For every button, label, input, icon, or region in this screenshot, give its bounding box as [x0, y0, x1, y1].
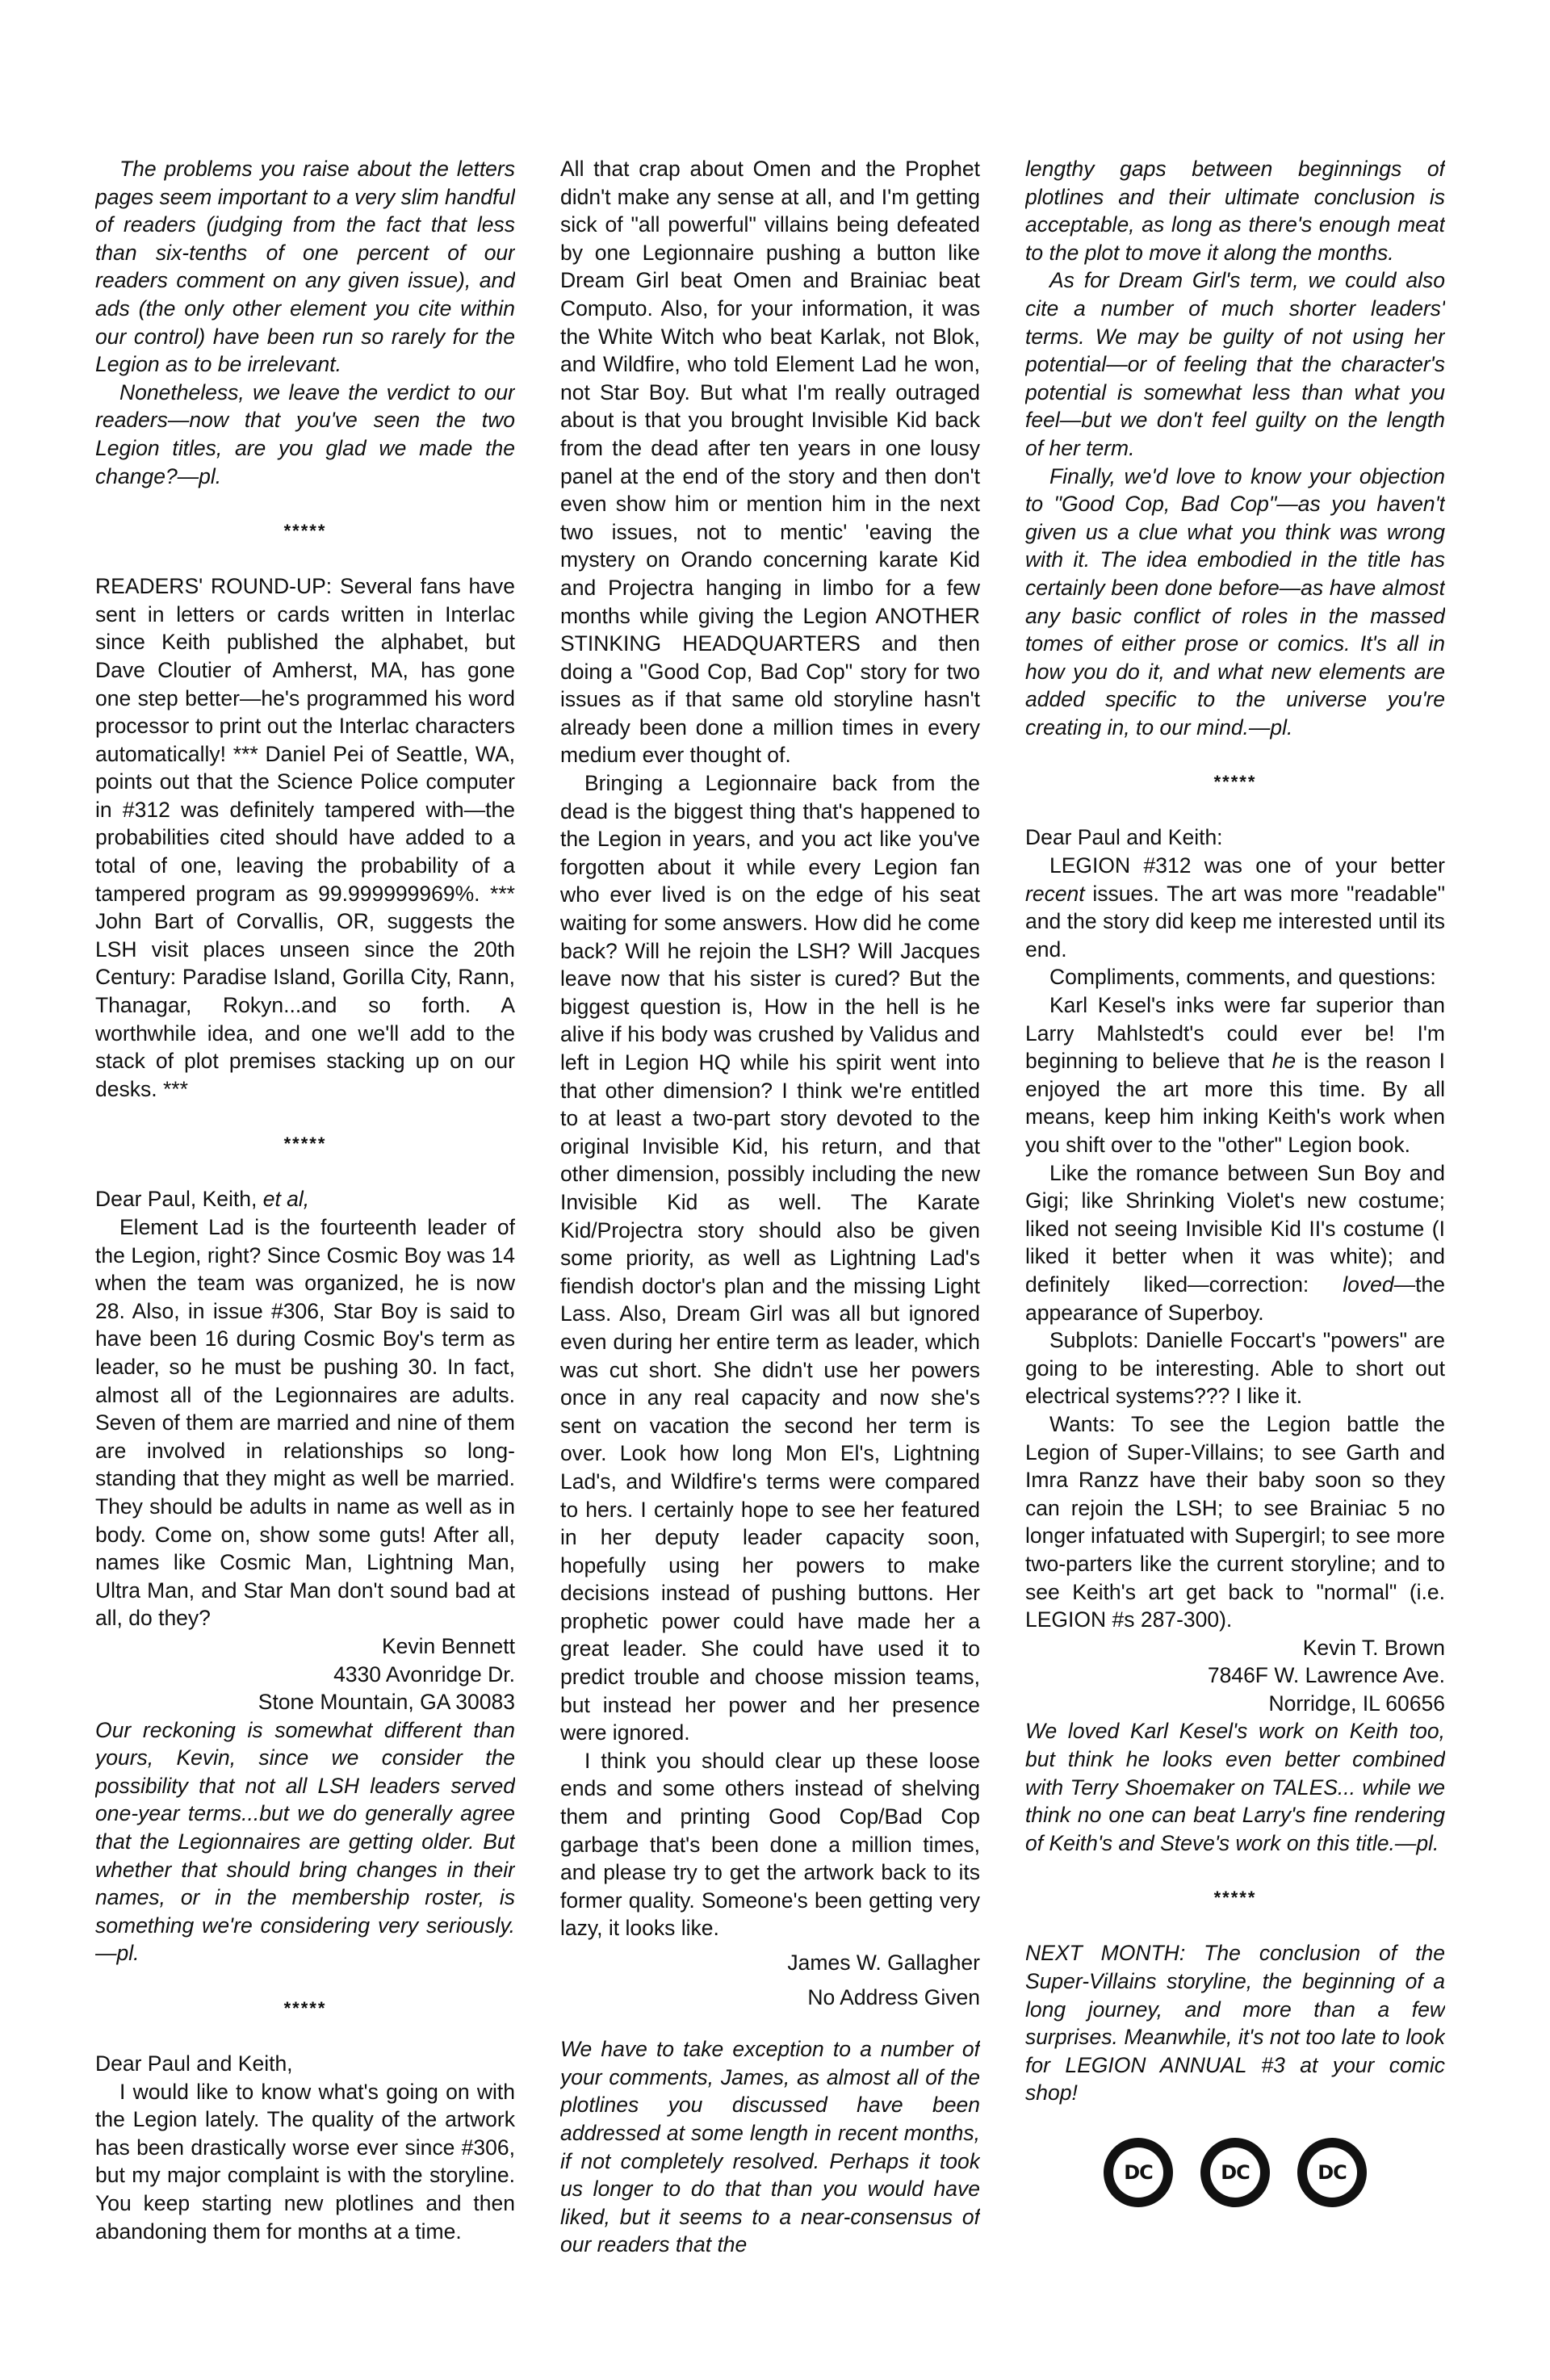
letter-signature-name: Kevin T. Brown [1302, 1635, 1445, 1660]
next-month-teaser: NEXT MONTH: The conclusion of the Super-Villains storyline, the beginning of a long journey, and more than a few surprises. Meanwhile, it's not too late to look for LEGION ANNUAL #3 at your comic shop! [1025, 1941, 1445, 2106]
letter-body: All that crap about Omen and the Prophet didn't make any sense at all, and I'm getting sick of "all powerful" villains being defeated by one Legionnaire pushing a button like Dream Girl beat Omen and Brainiac beat Computo. Also, for your information, it was the White Witch who beat Karlak, not Blok, and Wildfire, who told Element Lad he won, not Star Boy. But what I'm really outraged about is that you brought Invisible Kid back from the dead after ten years in one lousy panel at the end of the story and then don't even show him or mention him in the next two issues, not to mentic' 'eaving the mystery on Orando concerning karate Kid and Projectra hanging in limbo for a few months while giving the Legion ANOTHER STINKING HEADQUARTERS and then doing a "Good Cop, Bad Cop" story for two issues as if that same old storyline hasn't already been done a million times in every medium ever thought of. [560, 157, 980, 768]
section-separator: ***** [283, 521, 327, 542]
section-separator: ***** [1213, 772, 1257, 793]
letter-signature-address: No Address Given [807, 1984, 980, 2009]
letter-body: I think you should clear up these loose ends and some others instead of shelving them and printing Good Cop/Bad Cop garbage that's been done a million times, and please try to get the artwork back to its former quality. Someone's been getting very lazy, it looks like. [560, 1748, 980, 1941]
letter-body: LEGION #312 was one of your better recent issues. The art was more "readable" and the story did keep me interested until its end. [1025, 853, 1445, 962]
letter-signature-name: James W. Gallagher [787, 1951, 980, 1975]
editor-reply: The problems you raise about the letters pages seem important to a very slim handful of readers (judging from the fact that less than six-tenths of one percent of our readers comment on any given issue), and ads (the only other element you cite within our control) have been run so rarely for the Legion as to be irrelevant. [95, 157, 515, 377]
column-middle [560, 155, 980, 2319]
editor-reply: We loved Karl Kesel's work on Keith too, but think he looks even better combined with Terry Shoemaker on TALES... while we think no one can beat Larry's fine rendering of Keith's and Steve's work on this title.—pl. [1025, 1719, 1445, 1855]
letter-signature-city: Norridge, IL 60656 [1268, 1691, 1445, 1716]
letter-body: Wants: To see the Legion battle the Legion of Super-Villains; to see Garth and Imra Ranzz have their baby soon so they can rejoin the LSH; to see Brainiac 5 no longer infatuated with Supergirl; to see more two-parters like the current storyline; and to see Keith's art get back to "normal" (i.e. LEGION #s 287-300). [1025, 1411, 1445, 1632]
dc-bullet-logo-icon: DC [1297, 2138, 1367, 2207]
letter-salutation: Dear Paul and Keith: [1025, 825, 1223, 850]
editor-reply: As for Dream Girl's term, we could also cite a number of much shorter leaders' terms. We may be guilty of not using her potential—or of feeling that the character's potential is somewhat less than what you feel—but we don't feel guilty on the length of her term. [1025, 268, 1445, 460]
section-separator: ***** [283, 1133, 327, 1154]
letter-body: Element Lad is the fourteenth leader of the Legion, right? Since Cosmic Boy was 14 when the team was organized, he is now 28. Also, in issue #306, Star Boy is said to have been 16 during Cosmic Boy's term as leader, so he must be pushing 30. In fact, almost all of the Legionnaires are adults. Seven of them are married and nine of them are involved in relationships so long-standing that they might as well be married. They should be adults in name as well as in body. Come on, show some guts! After all, names like Cosmic Man, Lightning Man, Ultra Man, and Star Man don't sound bad at all, do they? [95, 1215, 515, 1631]
dc-bullet-logo-icon: DC [1200, 2138, 1270, 2207]
dc-bullet-logo-icon: DC [1104, 2138, 1173, 2207]
section-separator: ***** [1213, 1888, 1257, 1909]
editor-reply: Nonetheless, we leave the verdict to our readers—now that you've seen the two Legion titles, are you glad we made the change?—pl. [95, 379, 515, 488]
letter-body: Bringing a Legionnaire back from the dead is the biggest thing that's happened to the Legion in years, and you act like you've forgotten about it while every Legion fan who ever lived is on the edge of his seat waiting for some answers. How did he come back? Will he rejoin the LSH? Will Jacques leave now that his sister is cured? But the biggest question is, How in the hell is he alive if his body was crushed by Validus and left in Legion HQ while his spirit went into that other dimension? I think we're entitled to at least a two-part story devoted to the original Invisible Kid, his return, and that other dimension, possibly including the new Invisible Kid as well. The Karate Kid/Projectra story should also be given some priority, as well as Lightning Lad's fiendish doctor's plan and the missing Light Lass. Also, Dream Girl was all but ignored even during her entire term as leader, which was cut short. She didn't use her powers once in any real capacity and now she's sent on vacation the second her term is over. Look how long Mon El's, Lightning Lad's, and Wildfire's terms were compared to hers. I certainly hope to see her featured in her deputy leader capacity soon, hopefully using her powers to make decisions instead of pushing buttons. Her prophetic power could have made her a great leader. She could have used it to predict trouble and choose mission teams, but instead her power and her presence were ignored. [560, 771, 980, 1745]
letter-body: I would like to know what's going on with the Legion lately. The quality of the artwork has been drastically worse ever since #306, but my major complaint is with the storyline. You keep starting new plotlines and then abandoning them for months at a time. [95, 2079, 515, 2244]
editor-reply: We have to take exception to a number of your comments, James, as almost all of the plotlines you discussed have been addressed at some length in recent months, if not completely resolved. Perhaps it took us longer to do that than you would have liked, but it seems to a near-consensus of our readers that the [560, 2037, 980, 2257]
editor-reply: Finally, we'd love to know your objection to "Good Cop, Bad Cop"—as you haven't given us a clue what you think was wrong with it. The idea embodied in the title has certainly been done before—as have almost any basic conflict of roles in the massed tomes of either prose or comics. It's all in how you do it, and what new elements are added specific to the universe you're creating in, to our mind.—pl. [1025, 463, 1445, 740]
section-separator: ***** [283, 1998, 327, 2019]
letter-signature-address: 4330 Avonridge Dr. [333, 1661, 515, 1687]
letter-signature-city: Stone Mountain, GA 30083 [258, 1690, 515, 1715]
letter-signature-address: 7846F W. Lawrence Ave. [1207, 1663, 1445, 1688]
letter-signature-name: Kevin Bennett [381, 1633, 515, 1658]
column-left [95, 155, 515, 2319]
letter-body: Subplots: Danielle Foccart's "powers" are going to be interesting. Able to short out electrical systems??? I like it. [1025, 1328, 1445, 1409]
editor-reply: lengthy gaps between beginnings of plotlines and their ultimate conclusion is acceptable, as long as there's enough meat to the plot to move it along the months. [1025, 157, 1445, 265]
letter-body: Like the romance between Sun Boy and Gigi; like Shrinking Violet's new costume; liked not seeing Invisible Kid II's costume (I liked it better when it was white); and definitely liked—correction: loved—the appearance of Superboy. [1025, 1160, 1445, 1325]
letter-body: Karl Kesel's inks were far superior than Larry Mahlstedt's could ever be! I'm beginning to believe that he is the reason I enjoyed the art more this time. By all means, keep him inking Keith's work when you shift over to the "other" Legion book. [1025, 993, 1445, 1157]
letter-body: Compliments, comments, and questions: [1049, 965, 1436, 990]
letter-salutation: Dear Paul and Keith, [95, 2051, 293, 2076]
editor-reply: Our reckoning is somewhat different than yours, Kevin, since we consider the possibility that not all LSH leaders served one-year terms...but we do generally agree that the Legionnaires are getting older. But whether that should bring changes in their names, or in the membership roster, is something we're considering very seriously.—pl. [95, 1717, 515, 1966]
dc-logo-row [1025, 2138, 1445, 2207]
column-right [1025, 155, 1445, 2319]
readers-roundup: READERS' ROUND-UP: Several fans have sent in letters or cards written in Interlac since Keith published the alphabet, but Dave Cloutier of Amherst, MA, has gone one step better—he's programmed his word processor to print out the Interlac characters automatically! *** Daniel Pei of Seattle, WA, points out that the Science Police computer in #312 was definitely tampered with—the probabilities cited should have added to a total of one, leaving the probability of a tampered program as 99.999999969%. *** John Bart of Corvallis, OR, suggests the LSH visit places unseen since the 20th Century: Paradise Island, Gorilla City, Rann, Thanagar, Rokyn...and so forth. A worthwhile idea, and one we'll add to the stack of plot premises stacking up on our desks. *** [95, 574, 515, 1101]
letter-salutation: Dear Paul, Keith, et al, [95, 1187, 310, 1212]
